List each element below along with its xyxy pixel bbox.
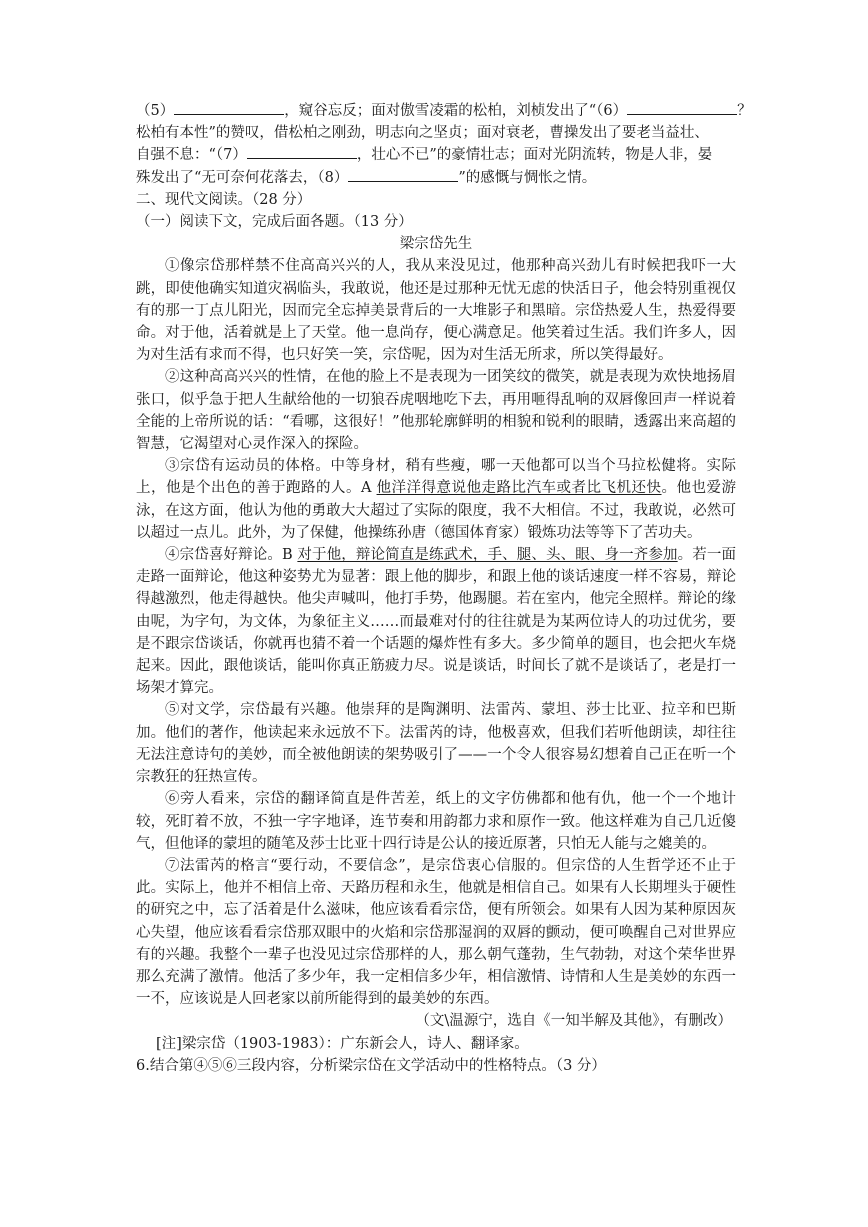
section-heading: 二、现代文阅读。（28 分） [136, 191, 312, 208]
fill-in-line-2: 松柏有本性”的赞叹，借松柏之刚劲，明志向之坚贞；面对衰老，曹操发出了要老当益壮、 [136, 125, 709, 142]
question-6: 6.结合第④⑤⑥三段内容，分析梁宗岱在文学活动中的性格特点。（3 分） [136, 1057, 606, 1074]
answer-blank-5[interactable] [174, 100, 284, 115]
underlined-sentence-a: 他洋洋得意说他走路比汽车或者比飞机还快 [376, 480, 662, 497]
article-paragraph-2: ②这种高高兴兴的性情，在他的脸上不是表现为一团笑纹的微笑，就是表现为欢快地扬眉张口，似乎急于把人生献给他的一切狼吞虎咽地吃下去，再用咂得乱响的双唇像回声一样说着全能的上帝所说的话：“看哪，这很好！”他那轮廓鲜明的相貌和锐利的眼睛，透露出来高超的智慧，它渴望对心灵作深入的探险。 [136, 369, 736, 453]
author-note: [注]梁宗岱（1903-1983）：广东新会人，诗人、翻译家。 [156, 1035, 529, 1052]
article-paragraph-1: ①像宗岱那样禁不住高高兴兴的人，我从来没见过，他那种高兴劲儿有时候把我吓一大跳，即使他确实知道灾祸临头，我敢说，他还是过那种无忧无虑的快活日子，他会特别重视仅有的那一丁点儿阳光，因而完全忘掉美景背后的一大堆影子和黑暗。宗岱热爱人生，热爱得要命。对于他，活着就是上了天堂。他一息尚存，便心满意足。他笑着过生活。我们许多人，因为对生活有求而不得，也只好笑一笑，宗岱呢，因为对生活无所求，所以笑得最好。 [136, 258, 736, 364]
fill-in-text: ？ [737, 103, 752, 119]
exam-page [136, 100, 752, 1077]
fill-in-text: 自强不息：“（7） [136, 147, 247, 164]
answer-blank-8[interactable] [348, 167, 458, 182]
article-title: 梁宗岱先生 [399, 236, 473, 253]
fill-in-text: （5） [136, 103, 175, 119]
answer-blank-7[interactable] [247, 144, 357, 159]
fill-in-line-4 [136, 167, 736, 189]
article-paragraph-6: ⑥旁人看来，宗岱的翻译简直是件苦差，纸上的文字仿佛都和他有仇，他一个一个地计较，死盯着不放，不独一字字地译，连节奏和用韵都力求和原作一致。他这样难为自己几近傻气，但他译的蒙坦的随笔及莎士比亚十四行诗是公认的接近原著，只怕无人能与之媲美的。 [136, 791, 736, 852]
paragraph-text: 。若一面走路一面辩论，他这种姿势尤为显著：跟上他的脚步，和跟上他的谈话速度一样不容易，辩论得越激烈，他走得越快。他尖声喊叫，他打手势，他踢腿。若在室内，他完全照样。辩论的缘由呢，为字句，为文体，为象征主义……而最难对付的往往就是为某两位诗人的功过优劣，要是不跟宗岱谈话，你就再也猜不着一个话题的爆炸性有多大。多少简单的题目，也会把火车烧起来。因此，跟他谈话，能叫你真正筋疲力尽。说是谈话，时间长了就不是谈话了，老是打一场架才算完。 [136, 547, 737, 697]
article-paragraph-3 [136, 455, 736, 544]
fill-in-text: ，窥谷忘反；面对傲雪凌霜的松柏，刘桢发出了“（6） [284, 103, 628, 119]
fill-in-text: 殊发出了“无可奈何花落去，（8） [136, 169, 349, 186]
paragraph-text: 。他也爱游泳，在这方面，他认为他的勇敢大大超过了实际的限度，我不大相信。不过，我敢说，必然可以超过一点儿。此外，为了保健，他操练孙唐（德国体育家）锻炼功法等等下了苦功夫。 [136, 480, 736, 541]
fill-in-text: ”的感慨与惆怅之情。 [458, 169, 597, 186]
article-paragraph-4 [136, 544, 736, 699]
paragraph-text: ④宗岱喜好辩论。B [165, 547, 298, 564]
fill-in-line-1 [136, 100, 752, 122]
article-paragraph-5: ⑤对文学，宗岱最有兴趣。他崇拜的是陶渊明、法雷芮、蒙坦、莎士比亚、拉辛和巴斯加。他们的著作，他读起来永远放不下。法雷芮的诗，他极喜欢，但我们若听他朗读，却往往无法注意诗句的美妙，而全被他朗读的架势吸引了——一个令人很容易幻想着自己正在听一个宗教狂的狂热宣传。 [136, 702, 736, 786]
underlined-sentence-b: 对于他，辩论简直是练武术，手、腿、头、眼、身一齐参加 [297, 547, 678, 564]
article-paragraph-7: ⑦法雷芮的格言“要行动，不要信念”，是宗岱衷心信服的。但宗岱的人生哲学还不止于此。实际上，他并不相信上帝、天路历程和永生，他就是相信自己。如果有人长期埋头于硬性的研究之中，忘了活着是什么滋味，他应该看看宗岱，便有所领会。如果有人因为某种原因灰心失望，他应该看看宗岱那双眼中的火焰和宗岱那湿润的双唇的颤动，便可唤醒自己对世界应有的兴趣。我整个一辈子也没见过宗岱那样的人，那么朝气蓬勃，生气勃勃，对这个荣华世界那么充满了激情。他活了多少年，我一定相信多少年，相信激情、诗情和人生是美妙的东西一一不，应该说是人回老家以前所能得到的最美妙的东西。 [136, 857, 736, 1008]
article-source: （文\温源宁，选自《一知半解及其他》，有删改） [415, 1013, 732, 1030]
subsection-heading: （一）阅读下文，完成后面各题。（13 分） [136, 214, 413, 231]
answer-blank-6[interactable] [627, 100, 737, 115]
paragraph-text: ③宗岱有运动员的体格。中等身材，稍有些瘦，哪一天他都可以当个马拉松健将。实际上，他是个出色的善于跑路的人。A [136, 458, 736, 497]
fill-in-text: ，壮心不已”的豪情壮志；面对光阴流转，物是人非，晏 [356, 147, 713, 164]
fill-in-line-3 [136, 144, 736, 166]
